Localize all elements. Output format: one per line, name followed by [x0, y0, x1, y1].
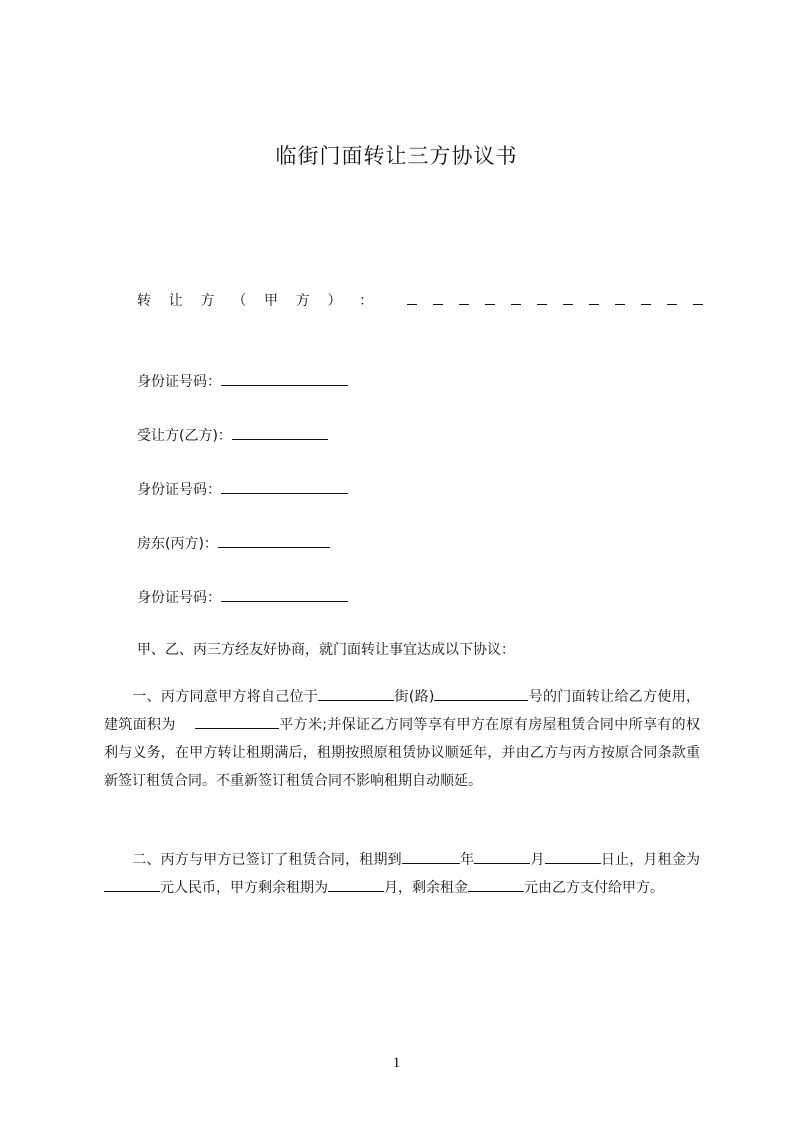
- transferor-char: 甲: [264, 293, 278, 309]
- blank-dash: [615, 292, 625, 305]
- transferee-id-line: [137, 479, 348, 500]
- id-label: 身份证号码：: [137, 590, 221, 606]
- month-blank: [474, 849, 530, 864]
- blank-dash: [407, 292, 417, 305]
- id-label: 身份证号码：: [137, 374, 221, 390]
- blank-dash: [433, 292, 443, 305]
- blank-dash: [537, 292, 547, 305]
- landlord-line: [137, 533, 330, 554]
- clause-2-text: 月，剩余租金: [384, 880, 468, 896]
- clause-2: [104, 846, 700, 902]
- clause-1-text: 街(路): [394, 689, 435, 705]
- clause-2-text: 元由乙方支付给甲方。: [524, 880, 664, 896]
- day-blank: [545, 849, 601, 864]
- blank-dash: [667, 292, 677, 305]
- blank-dash: [641, 292, 651, 305]
- transferee-label: 受让方(乙方)：: [137, 428, 232, 444]
- landlord-blank: [218, 533, 330, 548]
- id-blank: [221, 587, 348, 602]
- clause-1-text: 一、丙方同意甲方将自己位于: [132, 689, 319, 705]
- year-blank: [402, 849, 460, 864]
- blank-dash: [485, 292, 495, 305]
- remaining-term-blank: [328, 877, 384, 892]
- rent-blank: [104, 877, 160, 892]
- transferor-line: [137, 291, 703, 311]
- transferor-char: （: [232, 293, 247, 309]
- blank-dash: [693, 292, 703, 305]
- clause-2-text: 月: [530, 852, 545, 868]
- clause-1-text: 平方米;并保证乙方同等享有甲方在原有房屋租赁合同中所享有的权利与义务，在甲方转让租期满后，租期按照原租赁协议顺延年，并由乙方与丙方按原合同条款重新签订租赁合同。不重新签订租赁合同不影响租期自动顺延。: [104, 717, 700, 789]
- transferee-line: [137, 425, 328, 446]
- clause-2-text: 元人民币，甲方剩余租期为: [160, 880, 328, 896]
- blank-dash: [459, 292, 469, 305]
- transferor-id-line: [137, 371, 348, 392]
- id-blank: [221, 371, 348, 386]
- blank-dash: [563, 292, 573, 305]
- clause-1-text: 号的门面转让给乙方使用，建筑面积为: [104, 689, 700, 733]
- landlord-id-line: [137, 587, 348, 608]
- clause-2-text: 年: [459, 852, 475, 868]
- clause-2-text: 二、丙方与甲方已签订了租赁合同，租期到: [132, 852, 402, 868]
- transferor-char: ：: [359, 293, 374, 309]
- landlord-label: 房东(丙方)：: [137, 536, 218, 552]
- transferor-blank: [391, 291, 703, 311]
- clause-1: [104, 683, 700, 795]
- remaining-rent-blank: [468, 877, 524, 892]
- area-blank: [195, 714, 279, 729]
- page-number: 1: [392, 1055, 401, 1071]
- intro-paragraph: 甲、乙、丙三方经友好协商，就门面转让事宜达成以下协议：: [137, 642, 515, 658]
- transferee-blank: [232, 425, 328, 440]
- transferor-char: 让: [168, 293, 183, 309]
- street-blank: [318, 686, 394, 701]
- document-title: 临街门面转让三方协议书: [275, 144, 518, 168]
- clause-2-text: 日止，月租金为: [600, 852, 701, 868]
- number-blank: [434, 686, 528, 701]
- blank-dash: [511, 292, 521, 305]
- blank-dash: [589, 292, 599, 305]
- transferor-char: 方: [200, 293, 215, 309]
- transferor-char: 方: [295, 293, 310, 309]
- transferor-char: 转: [137, 293, 151, 309]
- id-label: 身份证号码：: [137, 482, 221, 498]
- id-blank: [221, 479, 348, 494]
- transferor-char: ）: [327, 293, 342, 309]
